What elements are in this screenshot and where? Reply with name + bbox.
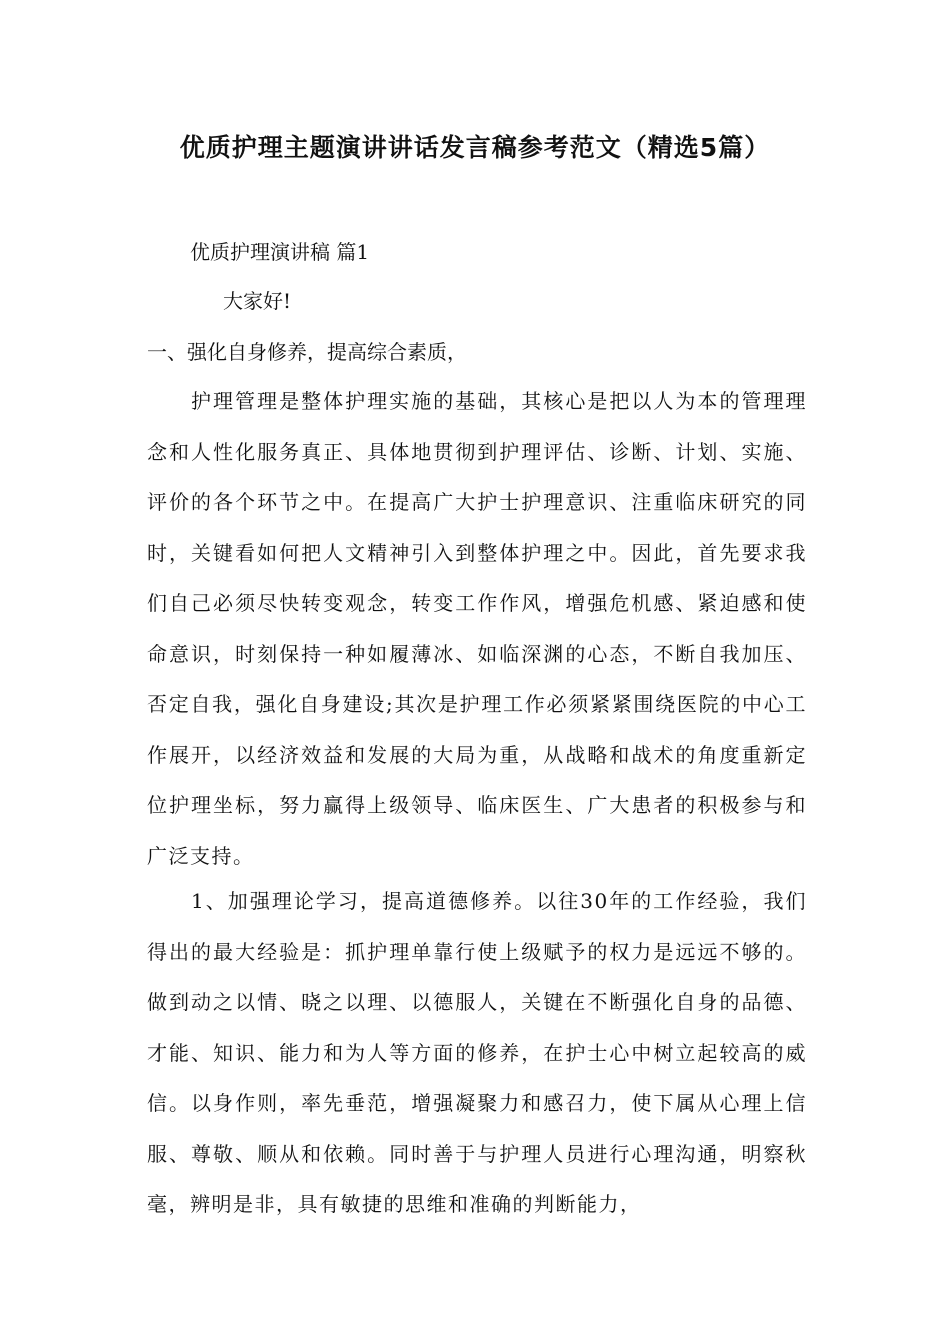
body-paragraph: 1、加强理论学习，提高道德修养。以往30年的工作经验，我们得出的最大经验是：抓护理单靠行使上级赋予的权力是远远不够的。做到动之以情、晓之以理、以德服人，关键在不断强化自身的品德、才能、知识、能力和为人等方面的修养，在护士心中树立起较高的威信。以身作则，率先垂范，增强凝聚力和感召力，使下属从心理上信服、尊敬、顺从和依赖。同时善于与护理人员进行心理沟通，明察秋毫，辨明是非，具有敏捷的思维和准确的判断能力， bbox=[147, 889, 807, 1216]
body-paragraph: 护理管理是整体护理实施的基础，其核心是把以人为本的管理理念和人性化服务真正、具体地贯彻到护理评估、诊断、计划、实施、评价的各个环节之中。在提高广大护士护理意识、注重临床研究的同时，关键看如何把人文精神引入到整体护理之中。因此，首先要求我们自己必须尽快转变观念，转变工作作风，增强危机感、紧迫感和使命意识，时刻保持一种如履薄冰、如临深渊的心态，不断自我加压、否定自我，强化自身建设;其次是护理工作必须紧紧围绕医院的中心工作展开，以经济效益和发展的大局为重，从战略和战术的角度重新定位护理坐标，努力赢得上级领导、临床医生、广大患者的积极参与和广泛支持。 bbox=[147, 389, 807, 868]
document-title: 优质护理主题演讲讲话发言稿参考范文（精选5篇） bbox=[179, 133, 771, 162]
article-subtitle: 优质护理演讲稿 篇1 bbox=[190, 240, 370, 264]
section-heading: 一、强化自身修养，提高综合素质， bbox=[147, 340, 467, 364]
greeting-line: 大家好! bbox=[223, 289, 292, 313]
